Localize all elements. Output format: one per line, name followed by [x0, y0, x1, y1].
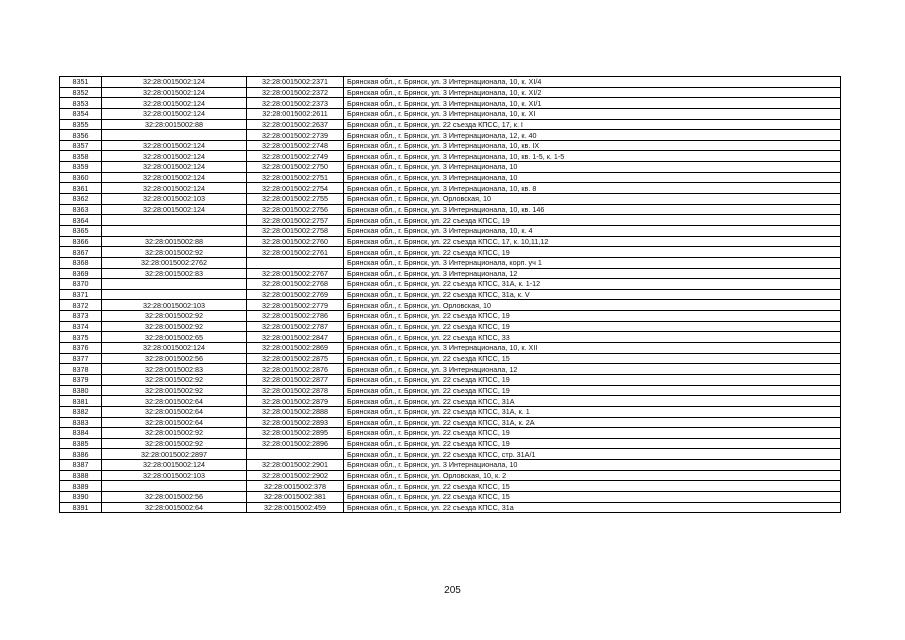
- parcel-number-cell: 32:28:0015002:124: [102, 140, 247, 151]
- table-row: [60, 162, 841, 173]
- row-number-cell: 8382: [60, 406, 102, 417]
- parcel-number-cell: 32:28:0015002:56: [102, 353, 247, 364]
- table-row: [60, 289, 841, 300]
- object-number-cell: 32:28:0015002:2749: [247, 151, 344, 162]
- object-number-cell: 32:28:0015002:2756: [247, 204, 344, 215]
- address-cell: Брянская обл., г. Брянск, ул. Орловская, 10: [344, 194, 841, 205]
- table-row: [60, 130, 841, 141]
- table-row: [60, 225, 841, 236]
- object-number-cell: 32:28:0015002:2893: [247, 417, 344, 428]
- object-number-cell: 32:28:0015002:2877: [247, 374, 344, 385]
- table-row: [60, 172, 841, 183]
- address-cell: Брянская обл., г. Брянск, ул. 22 съезда КПСС, стр. 31А/1: [344, 449, 841, 460]
- object-number-cell: 32:28:0015002:2372: [247, 87, 344, 98]
- row-number-cell: 8363: [60, 204, 102, 215]
- table-row: [60, 257, 841, 268]
- row-number-cell: 8351: [60, 77, 102, 88]
- address-cell: Брянская обл., г. Брянск, ул. 3 Интернационала, 10, к. XI: [344, 108, 841, 119]
- address-cell: Брянская обл., г. Брянск, ул. 22 съезда КПСС, 19: [344, 374, 841, 385]
- row-number-cell: 8357: [60, 140, 102, 151]
- row-number-cell: 8383: [60, 417, 102, 428]
- table-row: [60, 332, 841, 343]
- address-cell: Брянская обл., г. Брянск, ул. 22 съезда КПСС, 31А, к. 1-12: [344, 279, 841, 290]
- address-cell: Брянская обл., г. Брянск, ул. 22 съезда КПСС, 17, к. 10,11,12: [344, 236, 841, 247]
- parcel-number-cell: 32:28:0015002:88: [102, 119, 247, 130]
- row-number-cell: 8369: [60, 268, 102, 279]
- parcel-number-cell: 32:28:0015002:92: [102, 321, 247, 332]
- parcel-number-cell: 32:28:0015002:124: [102, 460, 247, 471]
- row-number-cell: 8381: [60, 396, 102, 407]
- table-row: [60, 491, 841, 502]
- parcel-number-cell: 32:28:0015002:124: [102, 77, 247, 88]
- row-number-cell: 8361: [60, 183, 102, 194]
- object-number-cell: 32:28:0015002:2895: [247, 428, 344, 439]
- parcel-number-cell: 32:28:0015002:92: [102, 247, 247, 258]
- table-row: [60, 417, 841, 428]
- cadastral-table: [59, 76, 841, 513]
- table-body: [60, 77, 841, 513]
- address-cell: Брянская обл., г. Брянск, ул. 3 Интернационала, 10, к. XII: [344, 343, 841, 354]
- address-cell: Брянская обл., г. Брянск, ул. 3 Интернационала, корп. уч 1: [344, 257, 841, 268]
- object-number-cell: 32:28:0015002:2748: [247, 140, 344, 151]
- parcel-number-cell: [102, 215, 247, 226]
- table-row: [60, 396, 841, 407]
- address-cell: Брянская обл., г. Брянск, ул. 3 Интернационала, 12: [344, 268, 841, 279]
- table-row: [60, 183, 841, 194]
- address-cell: Брянская обл., г. Брянск, ул. 22 съезда КПСС, 19: [344, 438, 841, 449]
- parcel-number-cell: 32:28:0015002:92: [102, 311, 247, 322]
- address-cell: Брянская обл., г. Брянск, ул. 22 съезда КПСС, 19: [344, 215, 841, 226]
- table-row: [60, 87, 841, 98]
- row-number-cell: 8389: [60, 481, 102, 492]
- table-row: [60, 449, 841, 460]
- parcel-number-cell: 32:28:0015002:92: [102, 374, 247, 385]
- table-row: [60, 151, 841, 162]
- table-row: [60, 140, 841, 151]
- address-cell: Брянская обл., г. Брянск, ул. Орловская, 10, к. 2: [344, 470, 841, 481]
- parcel-number-cell: 32:28:0015002:92: [102, 385, 247, 396]
- row-number-cell: 8386: [60, 449, 102, 460]
- address-cell: Брянская обл., г. Брянск, ул. 22 съезда КПСС, 15: [344, 353, 841, 364]
- table-row: [60, 406, 841, 417]
- object-number-cell: 32:28:0015002:2757: [247, 215, 344, 226]
- parcel-number-cell: 32:28:0015002:56: [102, 491, 247, 502]
- object-number-cell: 32:28:0015002:2876: [247, 364, 344, 375]
- parcel-number-cell: 32:28:0015002:124: [102, 183, 247, 194]
- row-number-cell: 8391: [60, 502, 102, 513]
- row-number-cell: 8384: [60, 428, 102, 439]
- address-cell: Брянская обл., г. Брянск, ул. 22 съезда КПСС, 31а: [344, 502, 841, 513]
- address-cell: Брянская обл., г. Брянск, ул. 3 Интернационала, 10, к. 4: [344, 225, 841, 236]
- table-row: [60, 321, 841, 332]
- table-row: [60, 470, 841, 481]
- parcel-number-cell: 32:28:0015002:124: [102, 204, 247, 215]
- address-cell: Брянская обл., г. Брянск, ул. Орловская, 10: [344, 300, 841, 311]
- address-cell: Брянская обл., г. Брянск, ул. 3 Интернационала, 12, к. 40: [344, 130, 841, 141]
- parcel-number-cell: 32:28:0015002:124: [102, 172, 247, 183]
- object-number-cell: 32:28:0015002:2879: [247, 396, 344, 407]
- row-number-cell: 8371: [60, 289, 102, 300]
- row-number-cell: 8353: [60, 98, 102, 109]
- table-row: [60, 247, 841, 258]
- parcel-number-cell: 32:28:0015002:83: [102, 364, 247, 375]
- table-row: [60, 279, 841, 290]
- object-number-cell: 32:28:0015002:2637: [247, 119, 344, 130]
- address-cell: Брянская обл., г. Брянск, ул. 3 Интернационала, 10: [344, 172, 841, 183]
- address-cell: Брянская обл., г. Брянск, ул. 22 съезда КПСС, 31А, к. 2А: [344, 417, 841, 428]
- object-number-cell: 32:28:0015002:2750: [247, 162, 344, 173]
- parcel-number-cell: 32:28:0015002:103: [102, 194, 247, 205]
- parcel-number-cell: 32:28:0015002:124: [102, 98, 247, 109]
- table-row: [60, 236, 841, 247]
- table-row: [60, 343, 841, 354]
- row-number-cell: 8354: [60, 108, 102, 119]
- object-number-cell: 32:28:0015002:2371: [247, 77, 344, 88]
- table-row: [60, 481, 841, 492]
- row-number-cell: 8387: [60, 460, 102, 471]
- address-cell: Брянская обл., г. Брянск, ул. 3 Интернационала, 10, кв. IX: [344, 140, 841, 151]
- address-cell: Брянская обл., г. Брянск, ул. 3 Интернационала, 10, к. XI/4: [344, 77, 841, 88]
- address-cell: Брянская обл., г. Брянск, ул. 22 съезда КПСС, 15: [344, 481, 841, 492]
- object-number-cell: 32:28:0015002:2754: [247, 183, 344, 194]
- table-row: [60, 108, 841, 119]
- address-cell: Брянская обл., г. Брянск, ул. 22 съезда КПСС, 19: [344, 311, 841, 322]
- object-number-cell: 32:28:0015002:2869: [247, 343, 344, 354]
- row-number-cell: 8372: [60, 300, 102, 311]
- parcel-number-cell: 32:28:0015002:124: [102, 108, 247, 119]
- parcel-number-cell: 32:28:0015002:2762: [102, 257, 247, 268]
- object-number-cell: 32:28:0015002:2847: [247, 332, 344, 343]
- parcel-number-cell: [102, 225, 247, 236]
- table-row: [60, 311, 841, 322]
- parcel-number-cell: 32:28:0015002:64: [102, 417, 247, 428]
- address-cell: Брянская обл., г. Брянск, ул. 3 Интернационала, 10, кв. 146: [344, 204, 841, 215]
- parcel-number-cell: 32:28:0015002:64: [102, 502, 247, 513]
- object-number-cell: 32:28:0015002:2751: [247, 172, 344, 183]
- row-number-cell: 8352: [60, 87, 102, 98]
- object-number-cell: 32:28:0015002:2611: [247, 108, 344, 119]
- row-number-cell: 8378: [60, 364, 102, 375]
- address-cell: Брянская обл., г. Брянск, ул. 22 съезда КПСС, 17, к. I: [344, 119, 841, 130]
- object-number-cell: [247, 257, 344, 268]
- parcel-number-cell: [102, 130, 247, 141]
- table-row: [60, 428, 841, 439]
- address-cell: Брянская обл., г. Брянск, ул. 3 Интернационала, 10, кв. 8: [344, 183, 841, 194]
- address-cell: Брянская обл., г. Брянск, ул. 22 съезда КПСС, 15: [344, 491, 841, 502]
- row-number-cell: 8388: [60, 470, 102, 481]
- object-number-cell: 32:28:0015002:2767: [247, 268, 344, 279]
- row-number-cell: 8376: [60, 343, 102, 354]
- row-number-cell: 8385: [60, 438, 102, 449]
- parcel-number-cell: 32:28:0015002:124: [102, 343, 247, 354]
- table-row: [60, 502, 841, 513]
- row-number-cell: 8360: [60, 172, 102, 183]
- object-number-cell: 32:28:0015002:2739: [247, 130, 344, 141]
- address-cell: Брянская обл., г. Брянск, ул. 3 Интернационала, 10: [344, 460, 841, 471]
- parcel-number-cell: 32:28:0015002:83: [102, 268, 247, 279]
- object-number-cell: 32:28:0015002:2902: [247, 470, 344, 481]
- row-number-cell: 8364: [60, 215, 102, 226]
- object-number-cell: 32:28:0015002:378: [247, 481, 344, 492]
- parcel-number-cell: [102, 289, 247, 300]
- row-number-cell: 8377: [60, 353, 102, 364]
- object-number-cell: 32:28:0015002:2888: [247, 406, 344, 417]
- row-number-cell: 8368: [60, 257, 102, 268]
- parcel-number-cell: 32:28:0015002:124: [102, 162, 247, 173]
- row-number-cell: 8370: [60, 279, 102, 290]
- object-number-cell: 32:28:0015002:2875: [247, 353, 344, 364]
- object-number-cell: 32:28:0015002:2786: [247, 311, 344, 322]
- parcel-number-cell: 32:28:0015002:124: [102, 87, 247, 98]
- parcel-number-cell: [102, 279, 247, 290]
- address-cell: Брянская обл., г. Брянск, ул. 22 съезда КПСС, 31а, к. V: [344, 289, 841, 300]
- parcel-number-cell: 32:28:0015002:2897: [102, 449, 247, 460]
- object-number-cell: 32:28:0015002:2878: [247, 385, 344, 396]
- row-number-cell: 8365: [60, 225, 102, 236]
- table-row: [60, 353, 841, 364]
- address-cell: Брянская обл., г. Брянск, ул. 22 съезда КПСС, 31А: [344, 396, 841, 407]
- row-number-cell: 8358: [60, 151, 102, 162]
- table-row: [60, 119, 841, 130]
- address-cell: Брянская обл., г. Брянск, ул. 22 съезда КПСС, 19: [344, 321, 841, 332]
- table-row: [60, 300, 841, 311]
- parcel-number-cell: 32:28:0015002:92: [102, 438, 247, 449]
- table-row: [60, 215, 841, 226]
- address-cell: Брянская обл., г. Брянск, ул. 22 съезда КПСС, 19: [344, 247, 841, 258]
- address-cell: Брянская обл., г. Брянск, ул. 22 съезда КПСС, 19: [344, 428, 841, 439]
- object-number-cell: 32:28:0015002:2779: [247, 300, 344, 311]
- object-number-cell: 32:28:0015002:2758: [247, 225, 344, 236]
- parcel-number-cell: 32:28:0015002:64: [102, 396, 247, 407]
- parcel-number-cell: 32:28:0015002:92: [102, 428, 247, 439]
- row-number-cell: 8380: [60, 385, 102, 396]
- table-row: [60, 374, 841, 385]
- object-number-cell: 32:28:0015002:381: [247, 491, 344, 502]
- row-number-cell: 8379: [60, 374, 102, 385]
- row-number-cell: 8375: [60, 332, 102, 343]
- object-number-cell: 32:28:0015002:2760: [247, 236, 344, 247]
- parcel-number-cell: 32:28:0015002:65: [102, 332, 247, 343]
- row-number-cell: 8367: [60, 247, 102, 258]
- table-row: [60, 364, 841, 375]
- parcel-number-cell: 32:28:0015002:103: [102, 300, 247, 311]
- row-number-cell: 8366: [60, 236, 102, 247]
- object-number-cell: 32:28:0015002:2896: [247, 438, 344, 449]
- address-cell: Брянская обл., г. Брянск, ул. 3 Интернационала, 10, кв. 1-5, к. 1-5: [344, 151, 841, 162]
- row-number-cell: 8362: [60, 194, 102, 205]
- table-row: [60, 385, 841, 396]
- parcel-number-cell: 32:28:0015002:88: [102, 236, 247, 247]
- address-cell: Брянская обл., г. Брянск, ул. 22 съезда КПСС, 31А, к. 1: [344, 406, 841, 417]
- object-number-cell: 32:28:0015002:2787: [247, 321, 344, 332]
- table-row: [60, 268, 841, 279]
- row-number-cell: 8356: [60, 130, 102, 141]
- table-row: [60, 460, 841, 471]
- row-number-cell: 8390: [60, 491, 102, 502]
- parcel-number-cell: 32:28:0015002:124: [102, 151, 247, 162]
- page-number: 205: [444, 585, 461, 596]
- address-cell: Брянская обл., г. Брянск, ул. 3 Интернационала, 10, к. XI/1: [344, 98, 841, 109]
- table-row: [60, 438, 841, 449]
- parcel-number-cell: 32:28:0015002:103: [102, 470, 247, 481]
- row-number-cell: 8355: [60, 119, 102, 130]
- object-number-cell: 32:28:0015002:2755: [247, 194, 344, 205]
- object-number-cell: 32:28:0015002:2761: [247, 247, 344, 258]
- object-number-cell: 32:28:0015002:2769: [247, 289, 344, 300]
- address-cell: Брянская обл., г. Брянск, ул. 3 Интернационала, 10: [344, 162, 841, 173]
- row-number-cell: 8359: [60, 162, 102, 173]
- table-row: [60, 194, 841, 205]
- object-number-cell: 32:28:0015002:2901: [247, 460, 344, 471]
- parcel-number-cell: [102, 481, 247, 492]
- object-number-cell: [247, 449, 344, 460]
- object-number-cell: 32:28:0015002:2373: [247, 98, 344, 109]
- object-number-cell: 32:28:0015002:459: [247, 502, 344, 513]
- table-row: [60, 204, 841, 215]
- parcel-number-cell: 32:28:0015002:64: [102, 406, 247, 417]
- table-row: [60, 98, 841, 109]
- address-cell: Брянская обл., г. Брянск, ул. 3 Интернационала, 12: [344, 364, 841, 375]
- table-row: [60, 77, 841, 88]
- row-number-cell: 8373: [60, 311, 102, 322]
- address-cell: Брянская обл., г. Брянск, ул. 3 Интернационала, 10, к. XI/2: [344, 87, 841, 98]
- address-cell: Брянская обл., г. Брянск, ул. 22 съезда КПСС, 33: [344, 332, 841, 343]
- address-cell: Брянская обл., г. Брянск, ул. 22 съезда КПСС, 19: [344, 385, 841, 396]
- object-number-cell: 32:28:0015002:2768: [247, 279, 344, 290]
- row-number-cell: 8374: [60, 321, 102, 332]
